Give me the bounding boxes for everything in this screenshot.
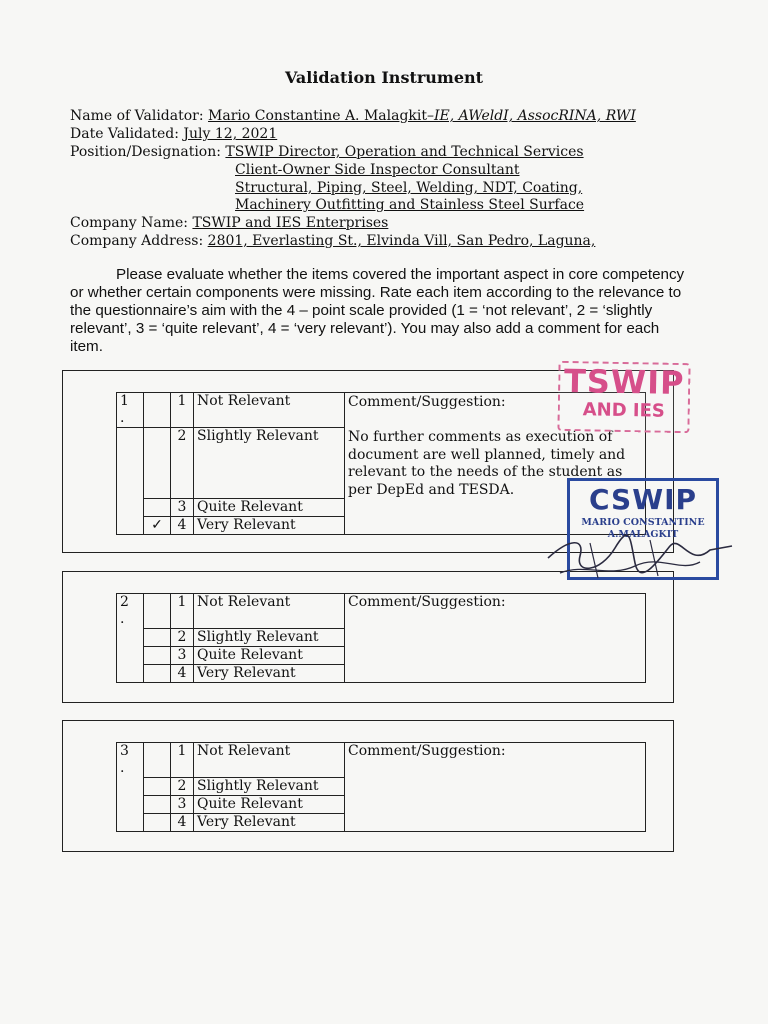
scale-number: 2 — [171, 428, 194, 499]
item-number-spacer — [117, 428, 144, 535]
item-number — [117, 743, 144, 832]
position-value-1: TSWIP Director, Operation and Technical Services — [225, 144, 584, 160]
address-line — [70, 233, 595, 249]
comment-text: No further comments as execution of document are well planned, timely and relevant to the needs of the student as per DepEd and TESDA. — [348, 429, 626, 498]
check-cell[interactable] — [144, 778, 171, 796]
position-value-2: Client-Owner Side Inspector Consultant — [235, 162, 520, 178]
scale-number: 4 — [171, 665, 194, 683]
scale-number: 1 — [171, 594, 194, 629]
tswip-stamp-line1: TSWIP — [563, 361, 685, 403]
check-cell[interactable] — [144, 428, 171, 499]
scale-label: Slightly Relevant — [194, 428, 345, 499]
scale-number: 2 — [171, 629, 194, 647]
comment-label: Comment/Suggestion: — [348, 394, 506, 410]
instructions-paragraph: Please evaluate whether the items covered the important aspect in core competency or whether certain components were missing. Rate each item according to the relevance to the questionnaire’s aim with the 4 – point scale provided (1 = ‘not relevant’, 2 = ‘slightly relevant’, 3 = ‘quite relevant’, 4 = ‘very relevant’). You may also add a comment for each item. — [70, 266, 685, 355]
check-cell[interactable] — [144, 647, 171, 665]
item-number — [117, 393, 144, 428]
item-number — [117, 594, 144, 683]
address-value: 2801, Everlasting St., Elvinda Vill, San Pedro, Laguna, — [207, 233, 596, 249]
scale-label: Slightly Relevant — [194, 629, 345, 647]
comment-label: Comment/Suggestion: — [348, 594, 506, 610]
tswip-stamp-line2: AND IES — [582, 399, 666, 422]
scale-label: Not Relevant — [194, 393, 345, 428]
item-2-table — [116, 593, 646, 683]
validator-label: Name of Validator: — [70, 108, 209, 124]
validator-line — [70, 108, 636, 124]
comment-cell[interactable] — [345, 594, 646, 683]
comment-cell[interactable] — [345, 743, 646, 832]
scale-label: Slightly Relevant — [194, 778, 345, 796]
cswip-stamp-line2: MARIO CONSTANTINE — [581, 517, 705, 528]
scale-number: 1 — [171, 393, 194, 428]
company-line — [70, 215, 388, 231]
scale-label: Quite Relevant — [194, 499, 345, 517]
item-3-table — [116, 742, 646, 832]
scale-number: 4 — [171, 814, 194, 832]
address-label: Company Address: — [70, 233, 208, 249]
position-value-3: Structural, Piping, Steel, Welding, NDT, Coating, — [235, 180, 583, 196]
validator-name — [208, 108, 636, 124]
check-cell[interactable] — [144, 796, 171, 814]
scale-number: 3 — [171, 499, 194, 517]
check-cell[interactable] — [144, 393, 171, 428]
document-title: Validation Instrument — [284, 68, 484, 87]
check-cell[interactable] — [144, 743, 171, 778]
signature-icon — [540, 518, 740, 588]
scale-number: 1 — [171, 743, 194, 778]
date-value: July 12, 2021 — [183, 126, 278, 142]
item-number-dot: . — [120, 410, 125, 426]
date-label: Date Validated: — [70, 126, 184, 142]
item-number-text: 1 — [120, 393, 129, 409]
check-mark[interactable]: ✓ — [144, 517, 171, 535]
scale-label: Not Relevant — [194, 594, 345, 629]
company-label: Company Name: — [70, 215, 193, 231]
cswip-stamp-line1: CSWIP — [588, 483, 698, 516]
tswip-stamp — [557, 361, 690, 433]
check-cell[interactable] — [144, 814, 171, 832]
scale-number: 3 — [171, 647, 194, 665]
position-label: Position/Designation: — [70, 144, 226, 160]
item-number-text: 2 — [120, 594, 129, 610]
item-number-dot: . — [120, 760, 125, 776]
check-cell[interactable] — [144, 499, 171, 517]
scale-label: Quite Relevant — [194, 796, 345, 814]
scale-label: Very Relevant — [194, 665, 345, 683]
scale-number: 3 — [171, 796, 194, 814]
scale-label: Very Relevant — [194, 517, 345, 535]
scale-label: Quite Relevant — [194, 647, 345, 665]
company-value: TSWIP and IES Enterprises — [192, 215, 389, 231]
comment-label: Comment/Suggestion: — [348, 743, 506, 759]
check-cell[interactable] — [144, 629, 171, 647]
scale-number: 2 — [171, 778, 194, 796]
validator-credentials: –IE, AWeldI, AssocRINA, RWI — [427, 108, 636, 124]
validator-name-text: Mario Constantine A. Malagkit — [208, 108, 428, 124]
item-number-text: 3 — [120, 743, 129, 759]
scale-label: Very Relevant — [194, 814, 345, 832]
cswip-stamp-line3: A.MALAGKIT — [607, 529, 679, 540]
date-line — [70, 126, 277, 142]
scale-number: 4 — [171, 517, 194, 535]
item-number-dot: . — [120, 611, 125, 627]
check-cell[interactable] — [144, 594, 171, 629]
position-line — [70, 144, 584, 160]
scale-label: Not Relevant — [194, 743, 345, 778]
check-cell[interactable] — [144, 665, 171, 683]
position-value-4: Machinery Outfitting and Stainless Steel Surface — [235, 197, 585, 213]
